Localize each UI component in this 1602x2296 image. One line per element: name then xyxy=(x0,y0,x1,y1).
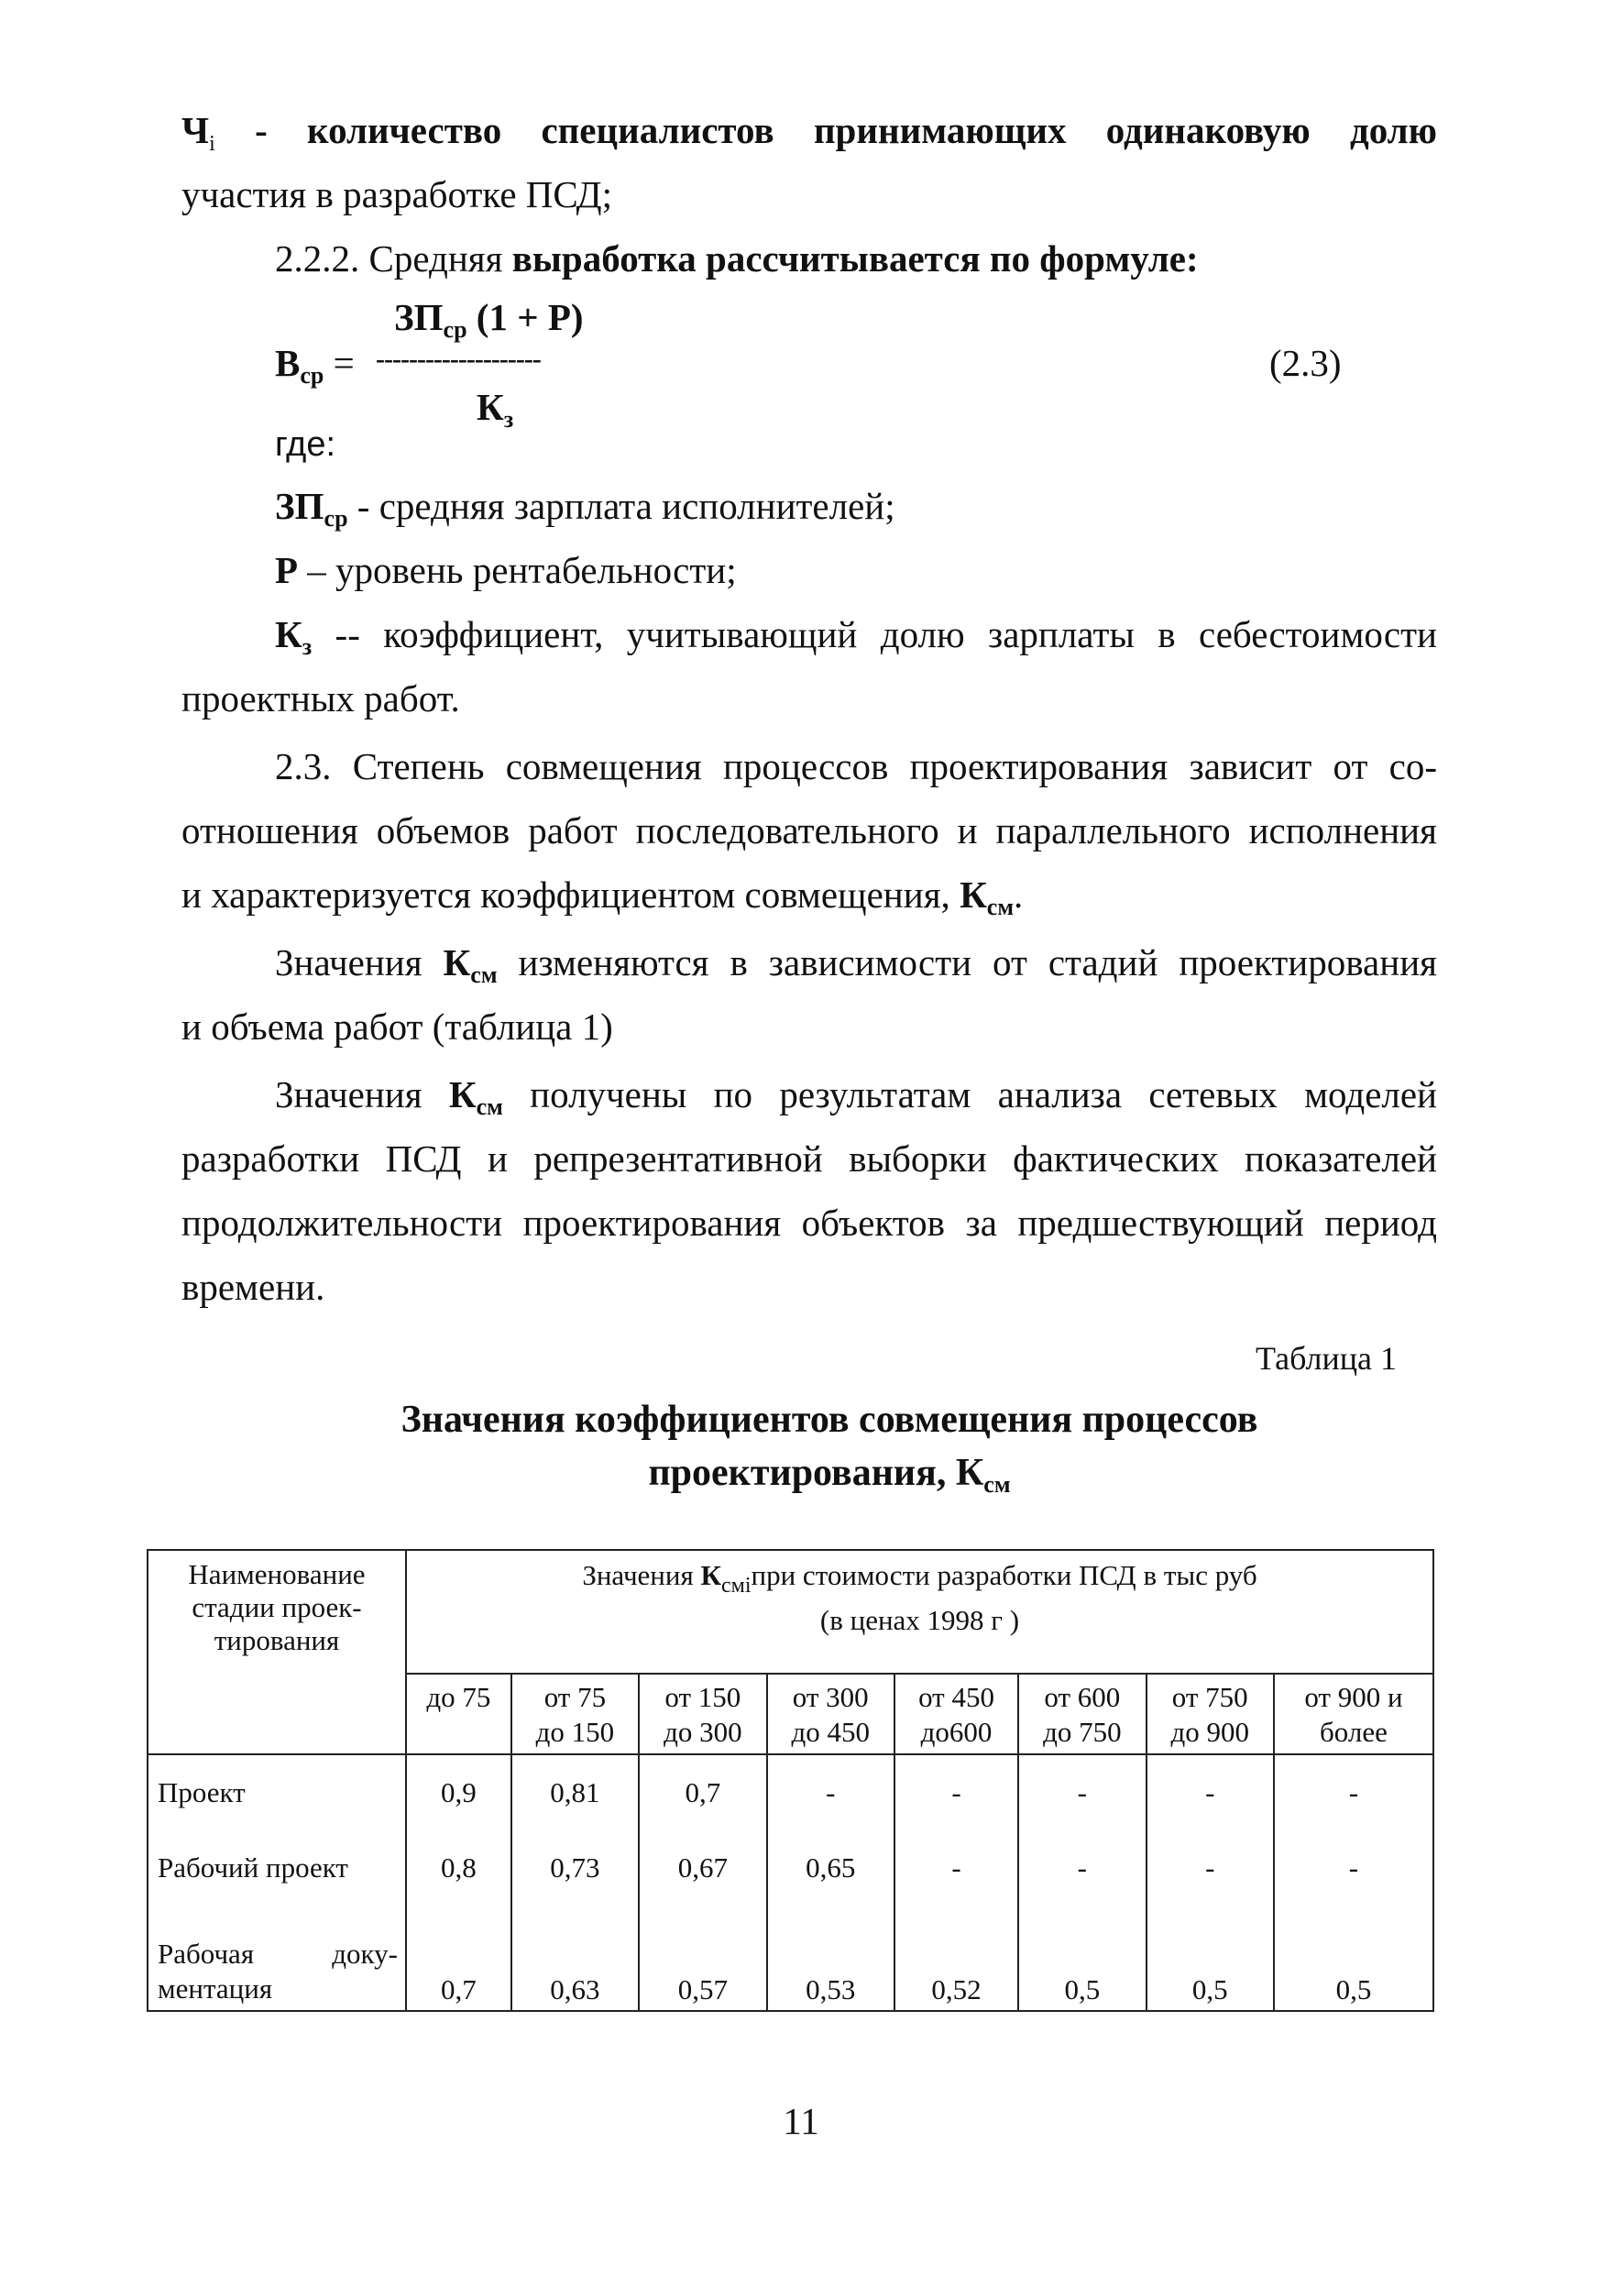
header-range: от 150 до 300 xyxy=(639,1674,766,1754)
table-row xyxy=(148,1830,1433,1906)
header-range: от 750 до 900 xyxy=(1147,1674,1274,1754)
para3-line2: разработки ПСД и репрезентативной выборки фактических показателей xyxy=(181,1137,1437,1180)
formula-numerator: $ЗП_{ср}$ (1 + Р) xyxy=(394,296,584,343)
coefficient-cell: 0,67 xyxy=(639,1830,766,1906)
coefficient-cell: - xyxy=(767,1754,894,1830)
coefficients-table xyxy=(147,1549,1434,2012)
chi-sub: i xyxy=(209,132,215,156)
stage-name: Рабочий проект xyxy=(148,1830,406,1906)
header-stage-name: Наименование стадии проек- тирования xyxy=(148,1550,406,1754)
coefficient-cell: 0,5 xyxy=(1018,1906,1146,2011)
coefficient-cell: - xyxy=(1147,1830,1274,1906)
coefficient-cell: 0,8 xyxy=(406,1830,511,1906)
header-range: от 75 до 150 xyxy=(511,1674,639,1754)
coefficient-cell: 0,73 xyxy=(511,1830,639,1906)
coefficient-cell: 0,7 xyxy=(639,1754,766,1830)
coefficient-cell: 0,81 xyxy=(511,1754,639,1830)
coefficient-cell: 0,9 xyxy=(406,1754,511,1830)
formula-number: (2.3) xyxy=(1269,342,1342,384)
section-23-line1: 2.3. Степень совмещения процессов проектирования зависит от со- xyxy=(275,745,1437,787)
def-k: $К_з$ -- коэффициент, учитывающий долю зарплаты в себестоимости xyxy=(275,613,1437,660)
header-range: от 450 до600 xyxy=(894,1674,1018,1754)
header-cost-values: Значения $К_{смi}при$ стоимости разработки ПСД в тыс руб (в ценах 1998 г ) xyxy=(406,1550,1433,1674)
coefficient-cell: - xyxy=(1274,1754,1433,1830)
coefficient-cell: 0,5 xyxy=(1147,1906,1274,2011)
table-row xyxy=(148,1754,1433,1830)
header-range: от 300 до 450 xyxy=(767,1674,894,1754)
coefficient-cell: 0,65 xyxy=(767,1830,894,1906)
coefficient-cell: 0,5 xyxy=(1274,1906,1433,2011)
coefficient-cell: 0,57 xyxy=(639,1906,766,2011)
coefficient-cell: - xyxy=(894,1754,1018,1830)
header-range: до 75 xyxy=(406,1674,511,1754)
def-zp: $ЗП_{ср}$ - средняя зарплата исполнителей; xyxy=(275,485,895,532)
section-23-line3: и характеризуется коэффициентом совмещения, $К_{см}$. xyxy=(181,873,1024,920)
para3-line1: Значения $К_{см}$ получены по результатам анализа сетевых моделей xyxy=(275,1073,1437,1120)
chi-text: - количество специалистов принимающих одинаковую долю xyxy=(255,109,1437,151)
para2-line1: Значения $К_{см}$ изменяются в зависимости от стадий проектирования xyxy=(275,941,1437,988)
chi-definition xyxy=(181,103,1437,171)
table-title: Значения коэффициентов совмещения процессов проектирования, $К_{см}$ xyxy=(400,1399,1258,1498)
formula-denominator: $К_з$ xyxy=(477,386,514,433)
table-body xyxy=(148,1754,1433,2011)
section-23-line2: отношения объемов работ последовательного и параллельного исполнения xyxy=(181,809,1437,851)
coefficient-cell: - xyxy=(1274,1830,1433,1906)
coefficient-cell: - xyxy=(894,1830,1018,1906)
para3-line3: продолжительности проектирования объектов за предшествующий период xyxy=(181,1202,1437,1244)
coefficient-cell: - xyxy=(1018,1754,1146,1830)
header-range: от 600 до 750 xyxy=(1018,1674,1146,1754)
def-p: Р – уровень рентабельности; xyxy=(275,549,737,591)
para2-line2: и объема работ (таблица 1) xyxy=(181,1005,613,1048)
stage-name: Проект xyxy=(148,1754,406,1830)
header-range: от 900 и более xyxy=(1274,1674,1433,1754)
coefficient-cell: 0,52 xyxy=(894,1906,1018,2011)
page-number: 11 xyxy=(783,2100,819,2142)
formula-lhs: $В_{ср}$ = xyxy=(275,342,355,389)
chi-symbol: Ч xyxy=(181,109,210,151)
formula-where: где: xyxy=(275,425,336,464)
stage-name: Рабочая доку- ментация xyxy=(148,1906,406,2011)
para3-line4: времени. xyxy=(181,1266,325,1308)
coefficient-cell: - xyxy=(1147,1754,1274,1830)
table-row xyxy=(148,1906,1433,2011)
coefficient-cell: - xyxy=(1018,1830,1146,1906)
def-k-cont: проектных работ. xyxy=(181,677,460,720)
formula-fraction-bar: -------------------- xyxy=(376,344,541,374)
table-label: Таблица 1 xyxy=(1256,1340,1397,1377)
coefficient-cell: 0,53 xyxy=(767,1906,894,2011)
coefficient-cell: 0,7 xyxy=(406,1906,511,2011)
coefficient-cell: 0,63 xyxy=(511,1906,639,2011)
section-222-heading: 2.2.2. Средняя выработка рассчитывается по формуле: xyxy=(275,237,1199,280)
chi-definition-cont: участия в разработке ПСД; xyxy=(181,173,613,215)
